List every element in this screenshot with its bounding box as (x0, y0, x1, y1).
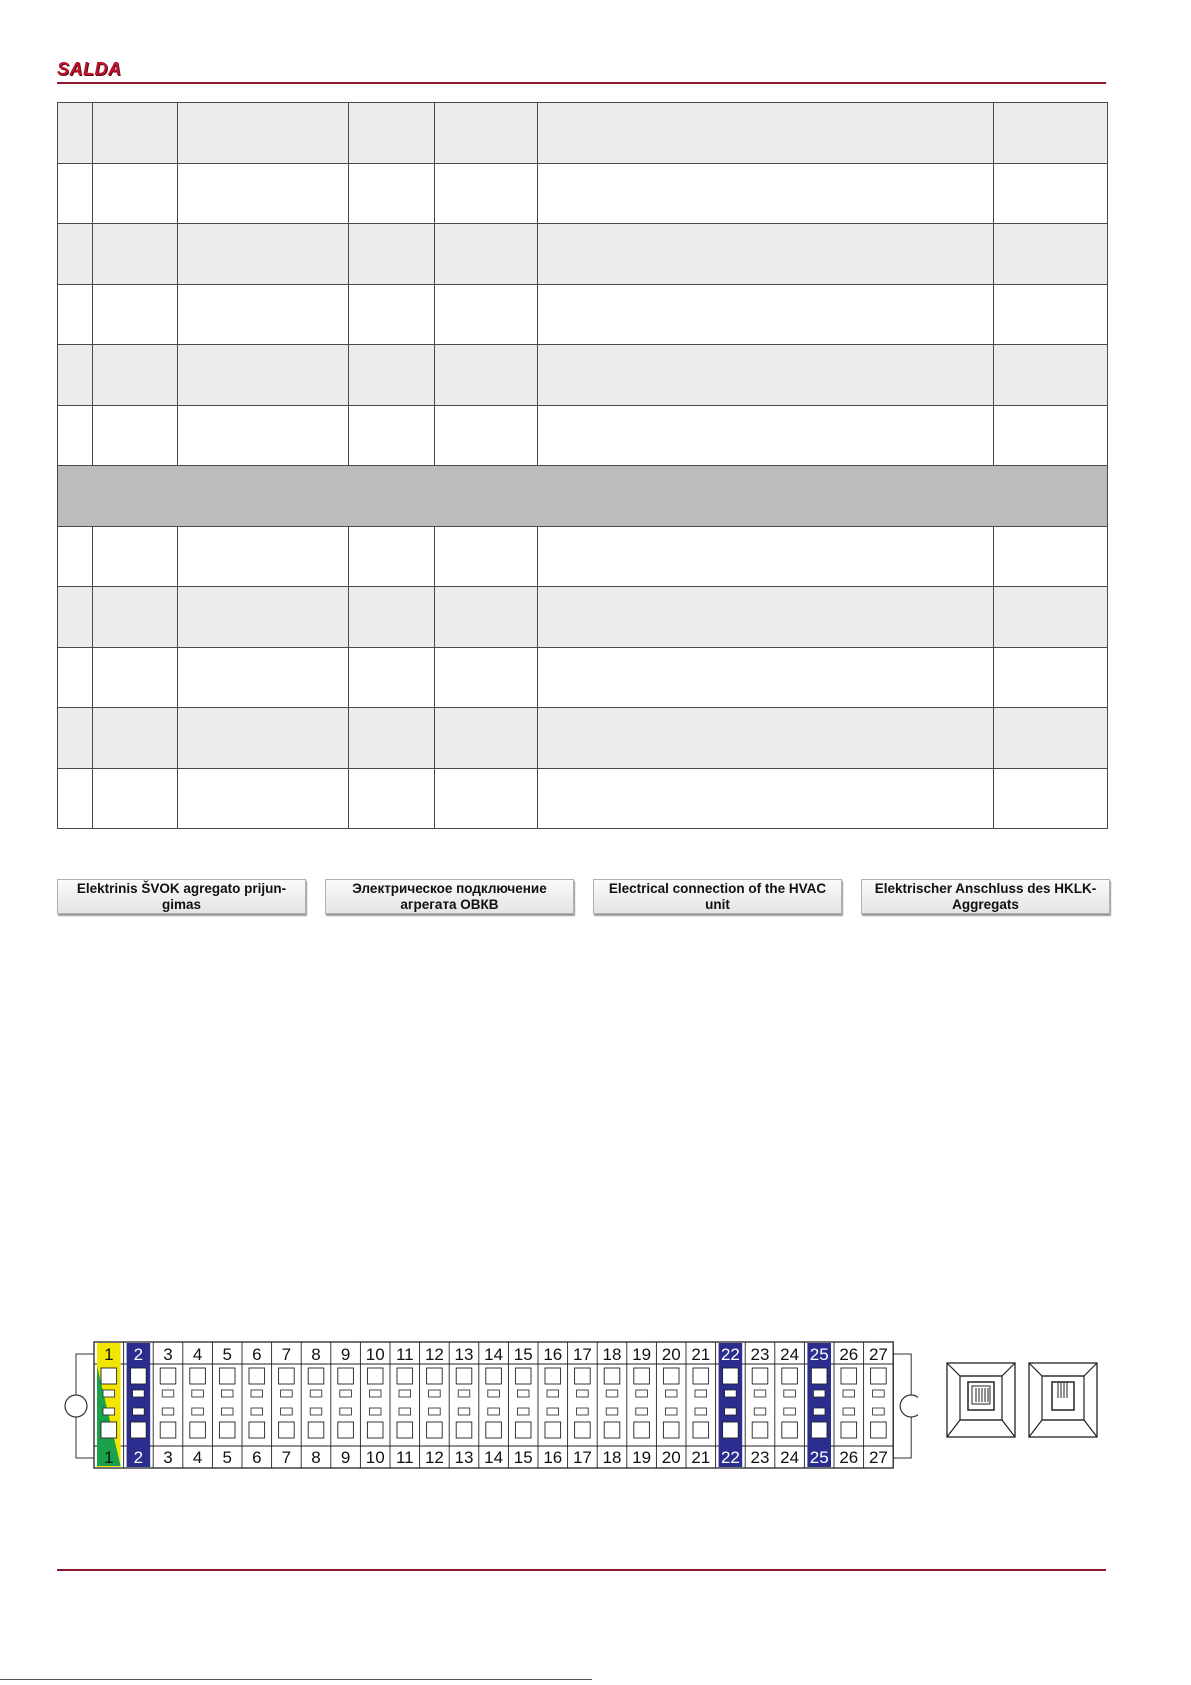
terminal-number-top: 5 (222, 1345, 232, 1364)
terminal-number-top: 2 (133, 1345, 144, 1364)
table-cell (994, 647, 1108, 708)
table-cell (435, 284, 538, 345)
terminal-number-bottom: 3 (163, 1448, 173, 1467)
table-cell (538, 587, 994, 648)
terminal-number-top: 7 (281, 1345, 292, 1364)
table-cell (349, 345, 435, 406)
terminal-number-bottom: 16 (543, 1448, 563, 1467)
terminal-number-top: 11 (395, 1345, 414, 1364)
terminal-number-bottom: 13 (454, 1448, 474, 1467)
terminal-number-bottom: 23 (750, 1448, 770, 1467)
table-cell (58, 284, 93, 345)
table-section-band (58, 466, 1108, 527)
table-cell (538, 224, 994, 285)
terminal-number-top: 24 (780, 1345, 800, 1364)
table-cell (93, 284, 178, 345)
section-labels (0, 879, 1191, 919)
terminal-number-bottom: 6 (252, 1448, 262, 1467)
terminal-number-top: 4 (192, 1345, 203, 1364)
table-cell (58, 708, 93, 769)
table-cell (178, 345, 349, 406)
terminal-number-top: 15 (513, 1345, 533, 1364)
table-cell (349, 103, 435, 164)
table-cell (994, 103, 1108, 164)
table-cell (994, 405, 1108, 466)
terminal-number-bottom: 22 (720, 1448, 740, 1467)
terminal-number-bottom: 9 (340, 1448, 351, 1467)
table-cell (994, 768, 1108, 829)
rj-jack-icon (947, 1363, 1015, 1437)
table-cell (538, 526, 994, 587)
terminal-number-top: 3 (163, 1345, 173, 1364)
table-cell (435, 526, 538, 587)
table-cell (994, 708, 1108, 769)
terminal-number-top: 10 (365, 1345, 385, 1364)
table-cell (93, 587, 178, 648)
table-cell (93, 103, 178, 164)
table-cell (178, 587, 349, 648)
table-cell (93, 405, 178, 466)
table-cell (994, 163, 1108, 224)
terminal-number-top: 13 (454, 1345, 474, 1364)
label-lithuanian: Elektrinis ŠVOK agregato prijun-gimas (57, 879, 306, 914)
terminal-number-bottom: 7 (281, 1448, 292, 1467)
terminal-number-top: 20 (661, 1345, 681, 1364)
table-row (58, 345, 1108, 406)
page-edge-line (0, 1679, 592, 1680)
terminal-number-bottom: 19 (632, 1448, 652, 1467)
mounting-hole-icon (900, 1395, 918, 1417)
table-cell (435, 103, 538, 164)
table-row (58, 103, 1108, 164)
table-cell (349, 587, 435, 648)
terminal-number-bottom: 18 (602, 1448, 622, 1467)
label-german: Elektrischer Anschluss des HKLK-Aggregats (861, 879, 1110, 914)
table-cell (538, 163, 994, 224)
table-cell (93, 163, 178, 224)
table-cell (58, 768, 93, 829)
table-cell (538, 103, 994, 164)
table-cell (93, 647, 178, 708)
terminal-number-bottom: 2 (133, 1448, 144, 1467)
table-cell (349, 708, 435, 769)
table-cell (349, 163, 435, 224)
terminal-number-top: 9 (340, 1345, 351, 1364)
terminal-number-top: 18 (602, 1345, 622, 1364)
terminal-number-top: 17 (572, 1345, 592, 1364)
terminal-number-bottom: 14 (484, 1448, 504, 1467)
table-cell (435, 224, 538, 285)
table-cell (435, 587, 538, 648)
terminal-number-bottom: 17 (572, 1448, 592, 1467)
table-row (58, 647, 1108, 708)
spec-table (57, 102, 1108, 829)
table-cell (58, 224, 93, 285)
table-cell (58, 405, 93, 466)
terminal-number-top: 22 (720, 1345, 740, 1364)
table-cell (538, 647, 994, 708)
terminal-number-top: 1 (104, 1345, 114, 1364)
terminal-2 (124, 1342, 151, 1468)
terminal-number-bottom: 5 (222, 1448, 232, 1467)
table-cell (178, 405, 349, 466)
table-cell (994, 224, 1108, 285)
terminal-number-top: 16 (543, 1345, 563, 1364)
terminal-22 (716, 1342, 743, 1468)
table-row (58, 284, 1108, 345)
terminal-number-top: 6 (252, 1345, 262, 1364)
header-rule (57, 82, 1106, 84)
terminal-number-top: 25 (809, 1345, 829, 1364)
table-cell (994, 526, 1108, 587)
terminal-number-bottom: 15 (513, 1448, 533, 1467)
table-cell (58, 103, 93, 164)
table-cell (349, 284, 435, 345)
terminal-number-bottom: 4 (192, 1448, 203, 1467)
table-cell (349, 768, 435, 829)
table-cell (93, 768, 178, 829)
table-cell (994, 345, 1108, 406)
terminal-number-bottom: 27 (868, 1448, 888, 1467)
table-cell (349, 405, 435, 466)
table-cell (178, 284, 349, 345)
table-cell (435, 345, 538, 406)
terminal-number-top: 12 (424, 1345, 444, 1364)
terminal-number-bottom: 25 (809, 1448, 829, 1467)
footer-rule (57, 1569, 1106, 1571)
table-cell (178, 526, 349, 587)
terminal-1 (94, 1342, 121, 1468)
table-cell (178, 708, 349, 769)
table-cell (538, 708, 994, 769)
table-row (58, 587, 1108, 648)
terminal-number-bottom: 21 (691, 1448, 711, 1467)
table-cell (994, 587, 1108, 648)
table-row (58, 526, 1108, 587)
mounting-hole-icon (65, 1395, 87, 1417)
table-cell (178, 163, 349, 224)
table-cell (435, 708, 538, 769)
terminal-25 (804, 1342, 831, 1468)
terminal-number-bottom: 11 (395, 1448, 414, 1467)
table-cell (93, 708, 178, 769)
brand-logo: SALDA (57, 59, 122, 79)
table-cell (178, 768, 349, 829)
terminal-number-top: 26 (839, 1345, 859, 1364)
terminal-number-top: 27 (868, 1345, 888, 1364)
table-cell (178, 103, 349, 164)
terminal-number-top: 14 (484, 1345, 504, 1364)
table-cell (435, 163, 538, 224)
table-cell (58, 526, 93, 587)
terminal-number-bottom: 10 (365, 1448, 385, 1467)
terminal-number-bottom: 26 (839, 1448, 859, 1467)
rj-connectors (946, 1362, 1106, 1442)
table-cell (538, 405, 994, 466)
table-cell (349, 224, 435, 285)
table-row (58, 768, 1108, 829)
table-row (58, 405, 1108, 466)
table-cell (538, 768, 994, 829)
table-row (58, 224, 1108, 285)
terminal-number-bottom: 1 (104, 1448, 114, 1467)
table-cell (93, 224, 178, 285)
terminal-number-bottom: 12 (424, 1448, 444, 1467)
label-english: Electrical connection of the HVAC unit (593, 879, 842, 914)
rj-jack-icon (1029, 1363, 1097, 1437)
terminal-number-top: 19 (632, 1345, 652, 1364)
terminal-number-top: 21 (691, 1345, 711, 1364)
table-cell (58, 647, 93, 708)
section-band-cell (58, 466, 1108, 527)
label-russian: Электрическое подключение агрегата ОВКВ (325, 879, 574, 914)
terminal-block (58, 1326, 918, 1476)
terminal-number-top: 8 (311, 1345, 321, 1364)
table-cell (349, 647, 435, 708)
terminal-number-bottom: 8 (311, 1448, 321, 1467)
terminal-number-bottom: 20 (661, 1448, 681, 1467)
table-row (58, 163, 1108, 224)
table-cell (538, 284, 994, 345)
table-cell (435, 647, 538, 708)
table-cell (58, 345, 93, 406)
table-cell (178, 647, 349, 708)
table-cell (994, 284, 1108, 345)
table-cell (58, 163, 93, 224)
table-cell (58, 587, 93, 648)
table-cell (93, 345, 178, 406)
table-cell (538, 345, 994, 406)
table-cell (435, 405, 538, 466)
terminal-number-bottom: 24 (780, 1448, 800, 1467)
table-row (58, 708, 1108, 769)
table-cell (349, 526, 435, 587)
table-cell (435, 768, 538, 829)
table-cell (178, 224, 349, 285)
table-cell (93, 526, 178, 587)
terminal-number-top: 23 (750, 1345, 770, 1364)
